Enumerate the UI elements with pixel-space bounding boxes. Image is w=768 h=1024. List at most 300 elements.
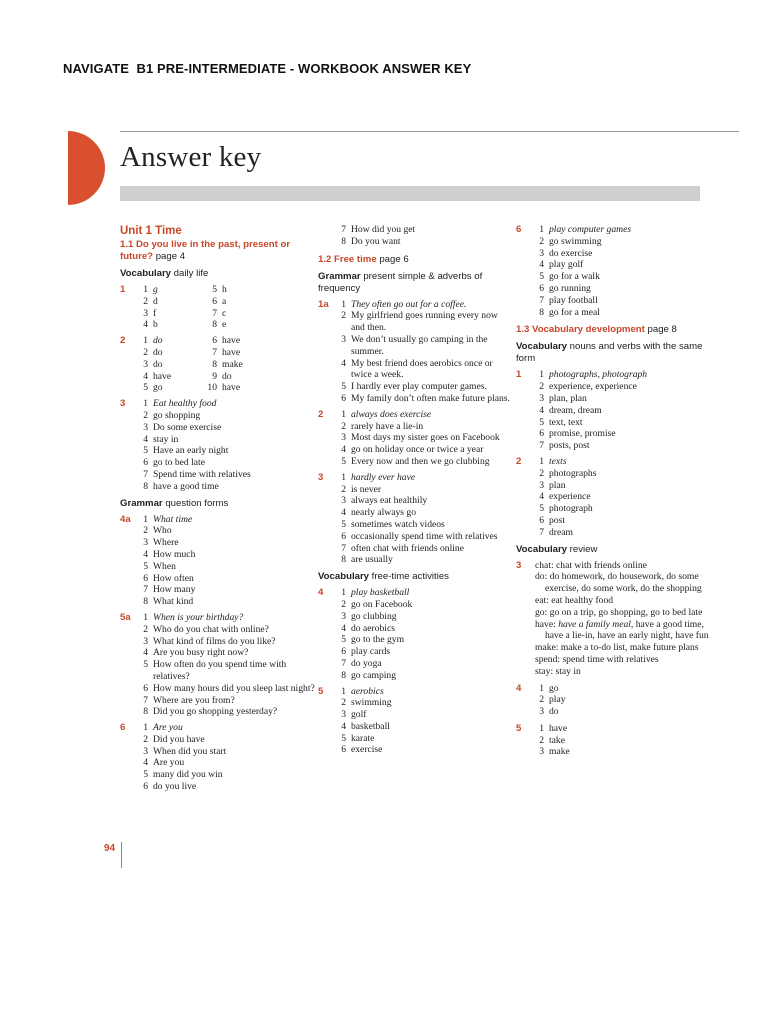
answer-text: basketball — [351, 720, 390, 732]
page-title: Answer key — [120, 141, 262, 173]
review-line: eat: eat healthy food — [535, 594, 614, 606]
answer-pair-row — [139, 284, 315, 296]
page-number: 94 — [104, 843, 116, 854]
answer-text: do — [222, 370, 232, 382]
exercise-number: 4a — [120, 513, 131, 525]
answer-text: have — [222, 382, 241, 394]
exercise-number: 5 — [516, 722, 522, 734]
answer-text: plan — [549, 479, 566, 491]
answer-line — [337, 744, 513, 756]
column-2 — [318, 224, 513, 756]
answer-line — [139, 722, 315, 734]
answer-line — [139, 398, 315, 410]
answer-number: 2 — [143, 623, 148, 635]
answer-line — [139, 624, 315, 636]
answer-number: 5 — [341, 732, 346, 744]
answer-number: 4 — [341, 622, 346, 634]
answer-text: promise, promise — [549, 428, 616, 440]
answer-cell — [203, 347, 267, 359]
answer-text: do exercise — [549, 247, 593, 259]
answer-text: go swimming — [549, 235, 602, 247]
answer-line — [139, 481, 315, 493]
answer-text: go shopping — [153, 409, 201, 421]
exercise-1a — [318, 299, 513, 405]
answer-text: My best friend does aerobics once or twice a week. — [351, 357, 493, 381]
answer-number: 2 — [143, 409, 148, 421]
answer-line — [337, 299, 513, 311]
answer-number: 8 — [212, 319, 217, 331]
exercise-2 — [516, 456, 716, 539]
answer-text: go running — [549, 282, 591, 294]
answer-number: 8 — [341, 235, 346, 247]
review-line: spend: spend time with relatives — [535, 653, 659, 665]
answer-number: 6 — [143, 682, 148, 694]
answer-line — [535, 236, 716, 248]
answer-text: have — [153, 370, 172, 382]
answer-text: Did you have — [153, 733, 205, 745]
answer-line — [337, 623, 513, 635]
answer-line — [535, 735, 716, 747]
answer-number: 4 — [143, 548, 148, 560]
answer-text: e — [222, 319, 227, 331]
answer-number: 3 — [143, 745, 148, 757]
answer-number: 7 — [341, 224, 346, 235]
answer-number: 1 — [341, 587, 346, 599]
answer-line — [139, 695, 315, 707]
answer-number: 6 — [341, 646, 346, 658]
answer-number: 2 — [341, 483, 346, 495]
answer-line — [337, 519, 513, 531]
answer-line — [535, 468, 716, 480]
answer-number: 3 — [341, 610, 346, 622]
answer-cell — [139, 335, 203, 347]
answer-number: 1 — [539, 369, 544, 381]
exercise-number: 1a — [318, 298, 329, 310]
answer-number: 3 — [539, 746, 544, 758]
answer-line — [337, 697, 513, 709]
answer-number: 1 — [143, 284, 148, 295]
exercise-number: 2 — [120, 335, 126, 347]
answer-number: 5 — [341, 518, 346, 530]
section-heading: Grammar question forms — [120, 497, 229, 509]
answer-cell — [139, 347, 203, 359]
answer-cell — [139, 296, 203, 308]
lesson-heading-1-1: 1.1 Do you live in the past, present or future? page 4 — [120, 239, 291, 262]
answer-number: 2 — [539, 467, 544, 479]
answer-number: 5 — [143, 445, 148, 457]
answer-line — [535, 706, 716, 718]
answer-number: 2 — [341, 310, 346, 322]
answer-number: 4 — [143, 757, 148, 769]
answer-text: karate — [351, 732, 375, 744]
answer-text: do — [549, 706, 559, 718]
answer-cell — [203, 319, 267, 331]
answer-line — [535, 405, 716, 417]
answer-text: do yoga — [351, 657, 382, 669]
answer-number: 8 — [143, 596, 148, 608]
lesson-heading-1-2: 1.2 Free time page 6 — [318, 253, 409, 265]
column-1 — [120, 224, 315, 793]
answer-text: Do some exercise — [153, 421, 222, 433]
answer-number: 1 — [539, 722, 544, 734]
answer-line — [535, 295, 716, 307]
answer-number: 1 — [341, 408, 346, 420]
answer-number: 4 — [341, 720, 346, 732]
answer-line — [337, 393, 513, 405]
answer-text: take — [549, 734, 565, 746]
answer-text: texts — [549, 455, 567, 467]
answer-text: play football — [549, 294, 598, 306]
answer-line — [337, 543, 513, 555]
answer-text: go camping — [351, 669, 397, 681]
answer-number: 1 — [143, 513, 148, 525]
answer-number: 4 — [539, 491, 544, 503]
answer-number: 4 — [143, 647, 148, 659]
answer-line — [535, 369, 716, 381]
answer-number: 8 — [143, 480, 148, 492]
exercise-1 — [120, 284, 315, 331]
answer-number: 5 — [143, 560, 148, 572]
answer-line — [139, 596, 315, 608]
exercise-5a — [120, 612, 315, 718]
section-heading: Vocabulary free-time activities — [318, 571, 449, 583]
top-rule — [120, 131, 739, 132]
answer-text: rarely have a lie-in — [351, 420, 424, 432]
answer-pair-row — [139, 371, 315, 383]
answer-line — [139, 746, 315, 758]
answer-text: dream, dream — [549, 404, 602, 416]
answer-number: 7 — [212, 307, 217, 319]
answer-line — [337, 709, 513, 721]
answer-number: 5 — [539, 271, 544, 283]
answer-number: 3 — [143, 635, 148, 647]
exercise-4 — [318, 587, 513, 681]
answer-text: b — [153, 319, 158, 331]
answer-line — [139, 706, 315, 718]
answer-text: do — [153, 358, 163, 370]
answer-number: 2 — [143, 525, 148, 537]
answer-cell — [139, 359, 203, 371]
answer-line — [337, 495, 513, 507]
review-line: go: go on a trip, go shopping, go to bed late — [535, 606, 703, 618]
answer-number: 3 — [143, 537, 148, 549]
answer-line — [337, 358, 513, 382]
answer-line — [139, 422, 315, 434]
answer-number: 7 — [539, 440, 544, 452]
answer-cell — [139, 308, 203, 320]
answer-line — [337, 224, 513, 236]
answer-number: 3 — [539, 392, 544, 404]
answer-line — [535, 723, 716, 735]
answer-text: go to bed late — [153, 457, 205, 469]
answer-text: experience — [549, 491, 591, 503]
answer-line — [337, 484, 513, 496]
answer-text: How did you get — [351, 224, 416, 235]
answer-text: are usually — [351, 554, 393, 566]
answer-line — [139, 659, 315, 683]
answer-text: c — [222, 307, 227, 319]
answer-number: 10 — [207, 382, 217, 394]
answer-number: 1 — [539, 224, 544, 235]
answer-line — [535, 283, 716, 295]
exercise-number: 4 — [516, 682, 522, 694]
grey-title-bar — [120, 186, 700, 201]
answer-text: When did you start — [153, 745, 227, 757]
answer-text: do you live — [153, 781, 197, 793]
answer-number: 4 — [341, 444, 346, 456]
answer-line — [535, 428, 716, 440]
answer-text: How many hours did you sleep last night? — [153, 682, 315, 694]
answer-text: play cards — [351, 646, 391, 658]
answer-line — [139, 561, 315, 573]
answer-line — [337, 444, 513, 456]
answer-text: go on Facebook — [351, 598, 413, 610]
answer-number: 3 — [539, 247, 544, 259]
answer-line — [139, 584, 315, 596]
answer-line — [535, 381, 716, 393]
answer-line — [139, 769, 315, 781]
answer-line — [139, 757, 315, 769]
answer-cell — [203, 296, 267, 308]
answer-text: How much — [153, 548, 196, 560]
answer-line — [337, 472, 513, 484]
answer-text: text, text — [549, 416, 583, 428]
answer-text: Eat healthy food — [153, 398, 217, 410]
answer-number: 1 — [341, 471, 346, 483]
answer-line — [535, 417, 716, 429]
answer-line — [139, 549, 315, 561]
answer-cell — [139, 284, 203, 296]
answer-text: go for a walk — [549, 271, 600, 283]
answer-text: play — [549, 694, 566, 706]
answer-line — [337, 611, 513, 623]
answer-text: play golf — [549, 259, 584, 271]
answer-number: 3 — [341, 495, 346, 507]
answer-number: 4 — [143, 370, 148, 382]
answer-text: My family don’t often make future plans. — [351, 392, 510, 404]
answer-number: 6 — [341, 744, 346, 756]
answer-line — [139, 434, 315, 446]
answer-text: always eat healthily — [351, 495, 428, 507]
answer-text: Have an early night — [153, 445, 229, 457]
exercise-1 — [516, 369, 716, 452]
answer-text: plan, plan — [549, 392, 587, 404]
answer-text: I hardly ever play computer games. — [351, 381, 487, 393]
answer-number: 1 — [143, 398, 148, 410]
answer-line — [337, 554, 513, 566]
answer-text: posts, post — [549, 440, 590, 452]
answer-number: 6 — [212, 295, 217, 307]
answer-line — [337, 658, 513, 670]
answer-text: always does exercise — [351, 408, 432, 420]
answer-line — [337, 334, 513, 358]
answer-number: 3 — [341, 432, 346, 444]
answer-number: 1 — [143, 722, 148, 734]
answer-number: 2 — [539, 694, 544, 706]
answer-text: d — [153, 295, 158, 307]
answer-text: What kind — [153, 596, 194, 608]
answer-line — [139, 781, 315, 793]
answer-text: do — [153, 346, 163, 358]
answer-line — [337, 381, 513, 393]
exercise-3 — [516, 560, 716, 678]
answer-line — [139, 410, 315, 422]
answer-number: 8 — [341, 669, 346, 681]
answer-number: 5 — [143, 382, 148, 394]
exercise-2 — [318, 409, 513, 468]
answer-text: post — [549, 514, 565, 526]
answer-number: 5 — [539, 416, 544, 428]
answer-line — [535, 393, 716, 405]
answer-line — [337, 686, 513, 698]
exercise-number: 1 — [120, 284, 126, 295]
answer-line — [139, 636, 315, 648]
answer-line — [337, 432, 513, 444]
answer-text: Did you go shopping yesterday? — [153, 706, 278, 718]
answer-number: 9 — [212, 370, 217, 382]
answer-text: go — [153, 382, 163, 394]
answer-line — [139, 647, 315, 659]
review-line: chat: chat with friends online — [535, 559, 647, 571]
answer-text: swimming — [351, 697, 392, 709]
answer-line — [337, 587, 513, 599]
answer-pair-row — [139, 308, 315, 320]
answer-cell — [139, 371, 203, 383]
answer-line — [337, 507, 513, 519]
answer-number: 2 — [341, 598, 346, 610]
answer-number: 7 — [143, 584, 148, 596]
exercise-number: 5 — [318, 685, 324, 697]
answer-number: 2 — [539, 381, 544, 393]
answer-line — [337, 599, 513, 611]
answer-cell — [203, 371, 267, 383]
answer-number: 6 — [341, 392, 346, 404]
answer-number: 2 — [341, 420, 346, 432]
answer-text: hardly ever have — [351, 471, 416, 483]
answer-text: go clubbing — [351, 610, 397, 622]
answer-text: photograph — [549, 503, 593, 515]
answer-number: 1 — [143, 335, 148, 347]
answer-pair-row — [139, 359, 315, 371]
answer-pair-row — [139, 335, 315, 347]
review-line: stay: stay in — [535, 665, 581, 677]
answer-number: 8 — [539, 306, 544, 318]
answer-text: have — [549, 722, 568, 734]
answer-line — [337, 236, 513, 248]
answer-text: Are you — [153, 722, 183, 734]
answer-number: 5 — [143, 769, 148, 781]
answer-text: photographs, photograph — [549, 369, 648, 381]
answer-text: Are you busy right now? — [153, 647, 249, 659]
answer-text: nearly always go — [351, 507, 417, 519]
answer-number: 4 — [539, 404, 544, 416]
answer-number: 3 — [143, 358, 148, 370]
answer-text: go to the gym — [351, 634, 405, 646]
answer-number: 2 — [143, 346, 148, 358]
answer-text: have — [222, 335, 241, 347]
column-3 — [516, 224, 716, 758]
answer-line — [337, 531, 513, 543]
section-heading: Vocabulary daily life — [120, 268, 209, 279]
answer-text: go on holiday once or twice a year — [351, 444, 484, 456]
answer-text: Most days my sister goes on Facebook — [351, 432, 500, 444]
answer-text: a — [222, 295, 227, 307]
answer-text: h — [222, 284, 227, 295]
answer-number: 6 — [143, 572, 148, 584]
red-semicircle-decoration — [68, 131, 105, 205]
answer-line — [337, 634, 513, 646]
answer-line — [535, 683, 716, 695]
answer-line — [535, 503, 716, 515]
answer-line — [139, 537, 315, 549]
answer-number: 1 — [341, 298, 346, 310]
answer-text: Every now and then we go clubbing — [351, 455, 490, 467]
answer-text: stay in — [153, 433, 179, 445]
answer-number: 6 — [539, 282, 544, 294]
document-header: NAVIGATE B1 PRE-INTERMEDIATE - WORKBOOK ANSWER KEY — [63, 61, 472, 76]
review-line-have: have: have a family meal, have a good time, have a lie-in, have an early night, have fun — [535, 618, 709, 642]
unit-title: Unit 1 Time — [120, 225, 182, 237]
answer-number: 3 — [341, 333, 346, 345]
answer-number: 4 — [341, 357, 346, 369]
answer-cell — [203, 284, 267, 296]
answer-number: 5 — [341, 634, 346, 646]
answer-line — [535, 259, 716, 271]
exercise-2 — [120, 335, 315, 394]
answer-text: dream — [549, 526, 573, 538]
answer-text: My girlfriend goes running every now and then. — [351, 310, 498, 334]
answer-number: 6 — [539, 514, 544, 526]
answer-pair-row — [139, 382, 315, 394]
answer-text: do aerobics — [351, 622, 395, 634]
answer-line — [139, 612, 315, 624]
answer-cell — [203, 382, 267, 394]
answer-text: How many — [153, 584, 196, 596]
answer-text: golf — [351, 709, 367, 721]
answer-line — [535, 248, 716, 260]
answer-number: 7 — [539, 526, 544, 538]
answer-pair-row — [139, 319, 315, 331]
answer-line — [139, 573, 315, 585]
answer-line — [139, 514, 315, 526]
answer-number: 2 — [539, 235, 544, 247]
answer-number: 2 — [143, 733, 148, 745]
answer-number: 3 — [539, 479, 544, 491]
answer-line — [139, 469, 315, 481]
answer-pair-row — [139, 296, 315, 308]
exercise-number: 5a — [120, 611, 131, 623]
exercise-number: 6 — [120, 722, 126, 734]
exercise-number: 4 — [318, 587, 324, 599]
answer-line — [139, 525, 315, 537]
answer-line — [337, 733, 513, 745]
answer-line — [535, 440, 716, 452]
answer-number: 4 — [143, 319, 148, 331]
answer-number: 7 — [143, 694, 148, 706]
answer-number: 1 — [143, 611, 148, 623]
answer-line — [337, 670, 513, 682]
answer-cell — [139, 319, 203, 331]
review-line: make: make a to-do list, make future plans — [535, 642, 699, 654]
exercise-number: 1 — [516, 369, 522, 381]
answer-line — [535, 224, 716, 236]
answer-line — [139, 457, 315, 469]
answer-number: 8 — [212, 358, 217, 370]
section-heading: Grammar present simple & adverbs of frequency — [318, 270, 483, 294]
answer-number: 7 — [212, 346, 217, 358]
answer-text: When is your birthday? — [153, 611, 244, 623]
answer-number: 5 — [143, 659, 148, 671]
